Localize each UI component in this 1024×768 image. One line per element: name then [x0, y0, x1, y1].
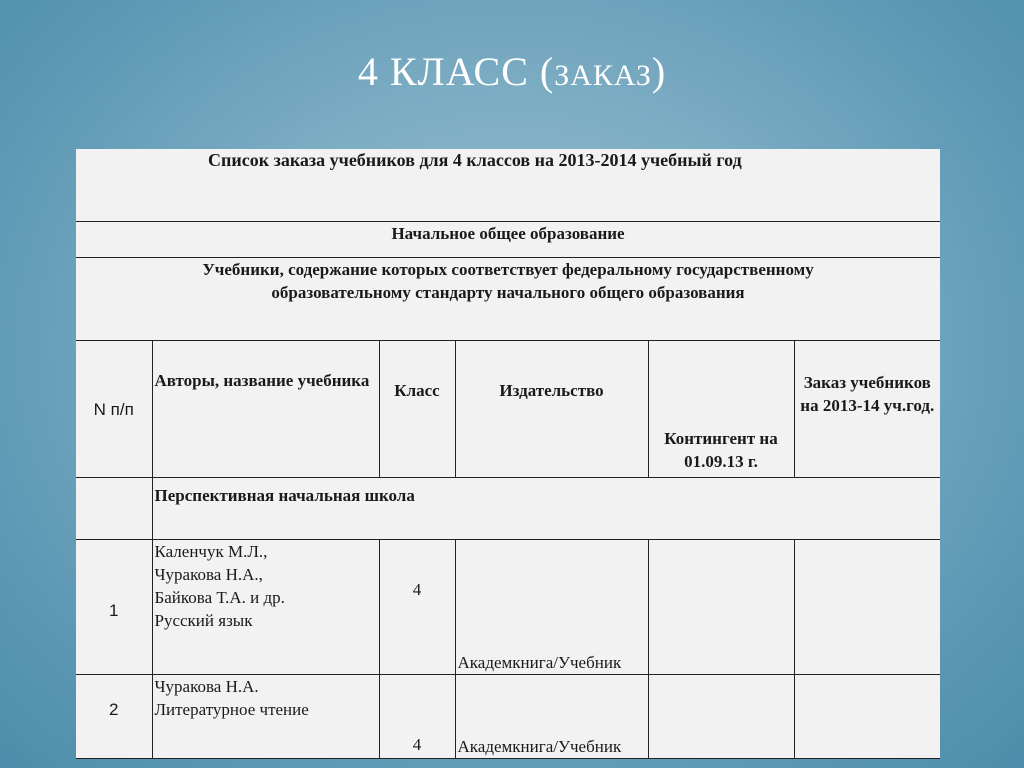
fgos-row [76, 258, 940, 341]
fgos-statement [76, 258, 940, 341]
education-level: Начальное общее образование [76, 222, 940, 258]
row-authors [152, 675, 379, 759]
table-title-row [76, 149, 940, 222]
title-small: ЗАКАЗ [554, 59, 652, 92]
author-line: Чуракова Н.А. [154, 677, 259, 696]
header-contingent: Контингент на 01.09.13 г. [648, 341, 794, 478]
table-title: Список заказа учебников для 4 классов на 2013-2014 учебный год [76, 149, 940, 222]
row-contingent [648, 540, 794, 675]
book-title: Литературное чтение [154, 700, 309, 719]
row-class: 4 [379, 675, 455, 759]
table-row [76, 675, 940, 759]
row-class: 4 [379, 540, 455, 675]
title-main: 4 КЛАСС ( [357, 49, 555, 94]
row-publisher: Академкнига/Учебник [455, 675, 648, 759]
book-title: Русский язык [154, 611, 253, 630]
row-num: 1 [76, 540, 152, 675]
author-line: Байкова Т.А. и др. [154, 588, 285, 607]
fgos-line-1: Учебники, содержание которых соответствует федеральному государственному [202, 260, 814, 279]
author-line: Чуракова Н.А., [154, 565, 263, 584]
row-contingent [648, 675, 794, 759]
series-name: Перспективная начальная школа [152, 478, 940, 540]
header-order: Заказ учебников на 2013-14 уч.год. [794, 341, 940, 478]
header-row [76, 341, 940, 478]
series-num-empty [76, 478, 152, 540]
order-table [76, 149, 940, 759]
header-num: N п/п [76, 341, 152, 478]
row-order [794, 540, 940, 675]
row-order [794, 675, 940, 759]
header-class: Класс [379, 341, 455, 478]
row-num: 2 [76, 675, 152, 759]
header-authors: Авторы, название учебника [152, 341, 379, 478]
slide-title [0, 48, 1024, 95]
row-publisher: Академкнига/Учебник [455, 540, 648, 675]
header-publisher: Издательство [455, 341, 648, 478]
title-end: ) [651, 49, 667, 94]
level-row [76, 222, 940, 258]
author-line: Каленчук М.Л., [154, 542, 268, 561]
fgos-line-2: образовательному стандарту начального общего образования [271, 283, 745, 302]
table-row [76, 540, 940, 675]
row-authors [152, 540, 379, 675]
series-row [76, 478, 940, 540]
